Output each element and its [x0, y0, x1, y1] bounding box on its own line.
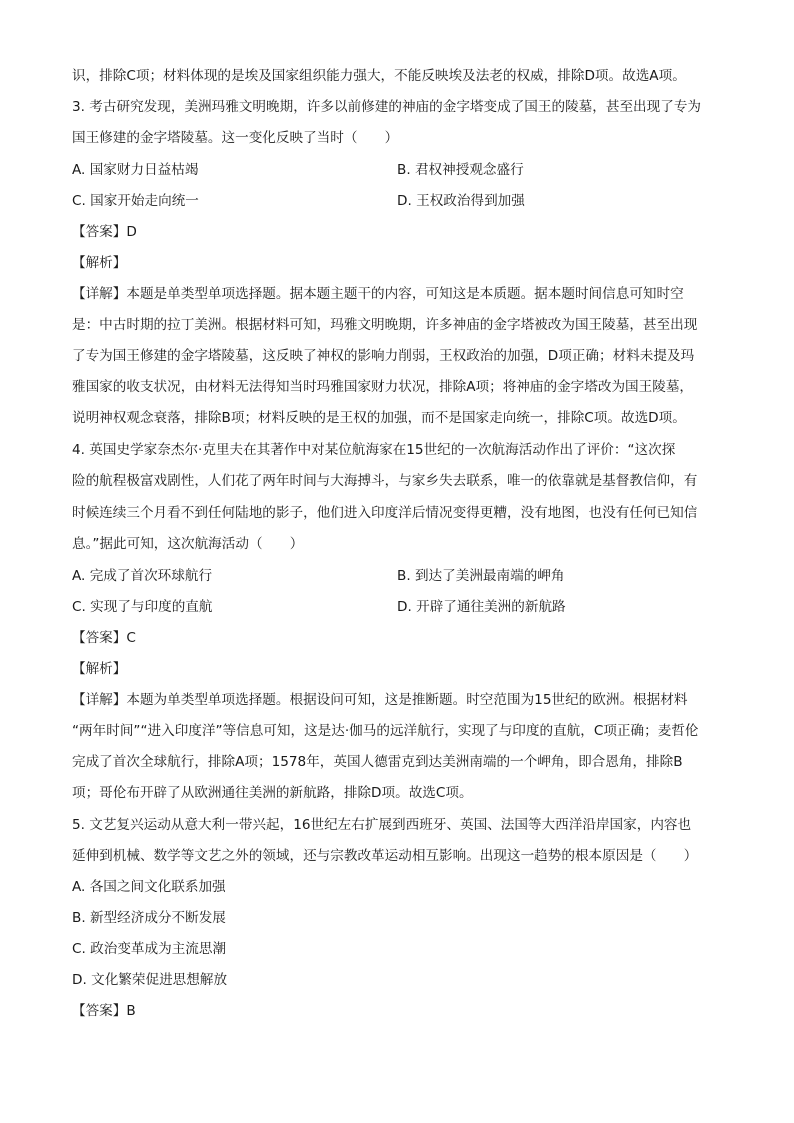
q3-detail-line-1: 【详解】本题是单类型单项选择题。据本题主题干的内容，可知这是本质题。据本题时间信息可知时空	[72, 286, 684, 302]
q5-option-d: D. 文化繁荣促进思想解放	[72, 972, 228, 988]
q4-analysis-label: 【解析】	[72, 661, 127, 677]
q5-stem-line-2: 延伸到机械、数学等文艺之外的领域，还与宗教改革运动相互影响。出现这一趋势的根本原因是（ ）	[72, 848, 698, 864]
continued-explanation-line: 识，排除C项；材料体现的是埃及国家组织能力强大，不能反映埃及法老的权威，排除D项。故选A项。	[72, 68, 686, 84]
q4-stem-line-1: 4. 英国史学家奈杰尔·克里夫在其著作中对某位航海家在15世纪的一次航海活动作出了评价：“这次探	[72, 442, 676, 458]
q4-detail-line-1: 【详解】本题为单类型单项选择题。根据设问可知，这是推断题。时空范围为15世纪的欧洲。根据材料	[72, 692, 688, 708]
q4-answer: 【答案】C	[72, 630, 136, 646]
q4-detail-line-2: “两年时间”“进入印度洋”等信息可知，这是达·伽马的远洋航行，实现了与印度的直航，C项正确；麦哲伦	[72, 723, 699, 739]
q3-detail-line-4: 雅国家的收支状况，由材料无法得知当时玛雅国家财力状况，排除A项；将神庙的金字塔改为国王陵墓，	[72, 379, 694, 395]
q3-analysis-label: 【解析】	[72, 255, 127, 271]
q5-stem-line-1: 5. 文艺复兴运动从意大利一带兴起，16世纪左右扩展到西班牙、英国、法国等大西洋沿岸国家，内容也	[72, 817, 692, 833]
q3-option-c: C. 国家开始走向统一	[72, 193, 199, 209]
q3-option-a: A. 国家财力日益枯竭	[72, 162, 199, 178]
q4-option-b: B. 到达了美洲最南端的岬角	[397, 568, 565, 584]
q3-option-d: D. 王权政治得到加强	[397, 193, 525, 209]
q3-detail-line-5: 说明神权观念衰落，排除B项；材料反映的是王权的加强，而不是国家走向统一，排除C项。故选D项。	[72, 410, 686, 426]
q3-option-b: B. 君权神授观念盛行	[397, 162, 524, 178]
q5-option-b: B. 新型经济成分不断发展	[72, 910, 226, 926]
q4-stem-line-2: 险的航程极富戏剧性，人们花了两年时间与大海搏斗，与家乡失去联系，唯一的依靠就是基督教信仰，有	[72, 473, 698, 489]
q4-option-a: A. 完成了首次环球航行	[72, 568, 213, 584]
q5-answer: 【答案】B	[72, 1003, 136, 1019]
q4-detail-line-3: 完成了首次全球航行，排除A项；1578年，英国人德雷克到达美洲南端的一个岬角，即合恩角，排除B	[72, 754, 683, 770]
q4-option-c: C. 实现了与印度的直航	[72, 599, 213, 615]
q3-detail-line-2: 是：中古时期的拉丁美洲。根据材料可知，玛雅文明晚期，许多神庙的金字塔被改为国王陵墓，甚至出现	[72, 317, 698, 333]
q3-stem-line-1: 3. 考古研究发现，美洲玛雅文明晚期，许多以前修建的神庙的金字塔变成了国王的陵墓，甚至出现了专为	[72, 99, 702, 115]
q4-stem-line-4: 息。”据此可知，这次航海活动（ ）	[72, 536, 304, 552]
q4-option-d: D. 开辟了通往美洲的新航路	[397, 599, 566, 615]
q4-stem-line-3: 时候连续三个月看不到任何陆地的影子，他们进入印度洋后情况变得更糟，没有地图，也没有任何已知信	[72, 505, 698, 521]
q3-answer: 【答案】D	[72, 224, 137, 240]
q4-detail-line-4: 项；哥伦布开辟了从欧洲通往美洲的新航路，排除D项。故选C项。	[72, 785, 473, 801]
q5-option-c: C. 政治变革成为主流思潮	[72, 941, 227, 957]
q3-stem-line-2: 国王修建的金字塔陵墓。这一变化反映了当时（ ）	[72, 130, 399, 146]
q3-detail-line-3: 了专为国王修建的金字塔陵墓，这反映了神权的影响力削弱，王权政治的加强，D项正确；材料未提及玛	[72, 348, 695, 364]
q5-option-a: A. 各国之间文化联系加强	[72, 879, 226, 895]
